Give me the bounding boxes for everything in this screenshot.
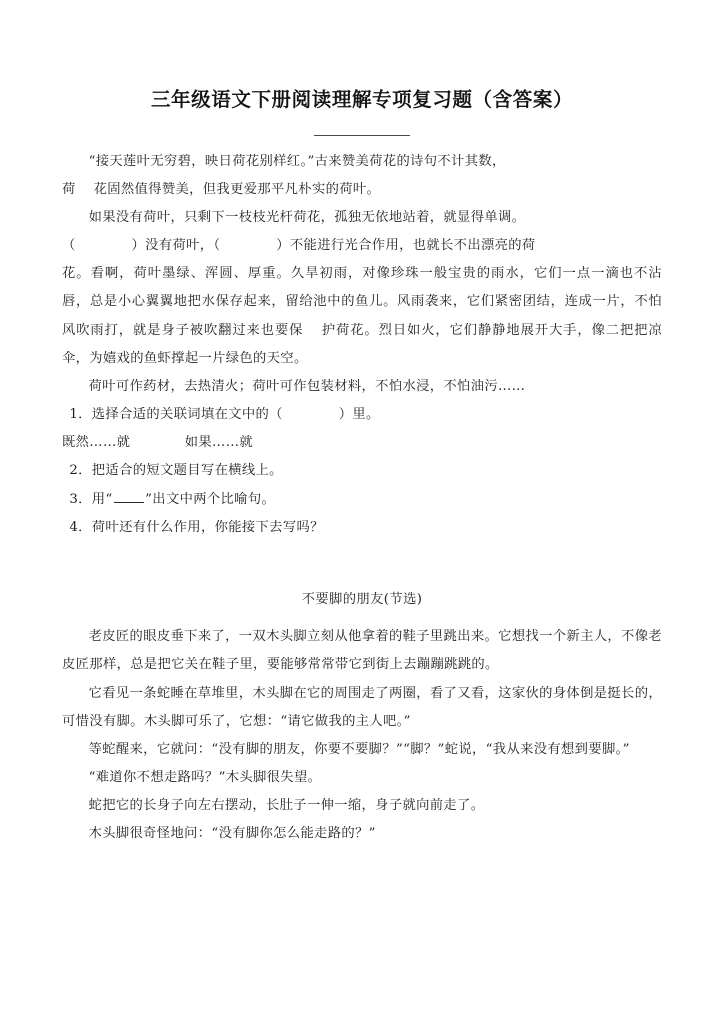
passage-paragraph [62,764,662,792]
passage-paragraph [62,373,662,401]
paragraph-text: 荷叶可作药材，去热清火；荷叶可作包装材料，不怕水浸，不怕油污…… [88,378,526,394]
passage-paragraph [62,204,662,232]
passage-paragraph [62,260,662,372]
passage-two [62,586,662,848]
option-ruguo-jiu[interactable]: 如果……就 [184,435,253,451]
passage-paragraph [62,792,662,820]
passage-paragraph [62,736,662,764]
paren-open: （ [62,238,76,254]
passage-paragraph-with-blanks [62,232,662,260]
underline-mark-icon [114,490,145,503]
paragraph-text: “接天莲叶无穷碧，映日荷花别样红。”古来赞美荷花的诗句不计其数， [88,154,506,169]
question-4-text: 4．荷叶还有什么作用，你能接下去写吗？ [69,520,324,536]
title-fill-blank[interactable] [314,134,410,136]
question-3-post: ”出文中两个比喻句。 [145,491,276,507]
question-2-text: 2．把适合的短文题目写在横线上。 [69,463,283,479]
paren-close-one: ）没有荷叶，（ [131,238,221,254]
title-blank-row [62,134,662,136]
paren-close-two: ）不能进行光合作用，也就长不出漂亮的荷 [276,238,536,254]
paragraph-text: 花。看啊，荷叶墨绿、浑圆、厚重。久旱初雨，对像珍珠一般宝贵的雨水，它们一点一滴也不沾唇，总是小心翼翼地把水保存起来，留给池中的鱼儿。风雨袭来，它们紧密团结，连成一片，不怕风吹雨打，就是身子被吹翻过来也要保 [62,266,662,338]
paragraph-text: 老皮匠的眼皮垂下来了，一双木头脚立刻从他拿着的鞋子里跳出来。它想找一个新主人，不像老皮匠那样，总是把它关在鞋子里，要能够常常带它到街上去蹦蹦跳跳的。 [62,629,662,673]
paragraph-text: 等蛇醒来，它就问：“没有脚的朋友，你要不要脚？”“脚？”蛇说，“我从来没有想到要脚。” [88,741,630,757]
passage-two-title: 不要脚的朋友(节选) [301,592,423,608]
page-title: 三年级语文下册阅读理解专项复习题（含答案） [150,88,574,111]
question-3-pre: 3．用“ [69,491,113,507]
passage-paragraph [62,176,662,204]
question-2 [62,457,662,485]
title-spacer [62,614,662,623]
paragraph-text: 蛇把它的长身子向左右摆动，长肚子一伸一缩，身子就向前走了。 [88,797,485,813]
paragraph-text: 如果没有荷叶，只剩下一枝枝光杆荷花，孤独无依地站着，就显得单调。 [88,210,526,226]
question-1-text: 1．选择合适的关联词填在文中的（ [69,406,283,422]
paragraph-text: 花固然值得赞美，但我更爱那平凡朴实的荷叶。 [93,182,381,198]
question-1-tail: ）里。 [338,406,380,422]
passage-paragraph [62,680,662,736]
paragraph-text: 木头脚很奇怪地问：“没有脚你怎么能走路的？” [88,825,376,841]
section-spacer [62,542,662,586]
paragraph-text: 护荷花。烈日如火，它们静静地展开大手，像二把把凉伞，为嬉戏的鱼虾撑起一片绿色的天空。 [62,322,663,366]
passage-paragraph [62,820,662,848]
option-jiran-jiu[interactable]: 既然……就 [62,435,131,451]
paragraph-text: “难道你不想走路吗？”木头脚很失望。 [88,769,322,785]
question-3 [62,486,662,514]
question-1 [62,401,662,429]
paragraph-text: 荷 [62,182,76,198]
passage-paragraph [62,623,662,679]
paragraph-text: 它看见一条蛇睡在草堆里，木头脚在它的周围走了两圈，看了又看，这家伙的身体倒是挺长的，可惜没有脚。木头脚可乐了，它想：“请它做我的主人吧。” [62,685,662,729]
passage-one [62,148,662,401]
question-4 [62,514,662,542]
question-1-options [62,429,662,457]
passage-paragraph [62,148,662,176]
passage-one-questions [62,401,662,542]
